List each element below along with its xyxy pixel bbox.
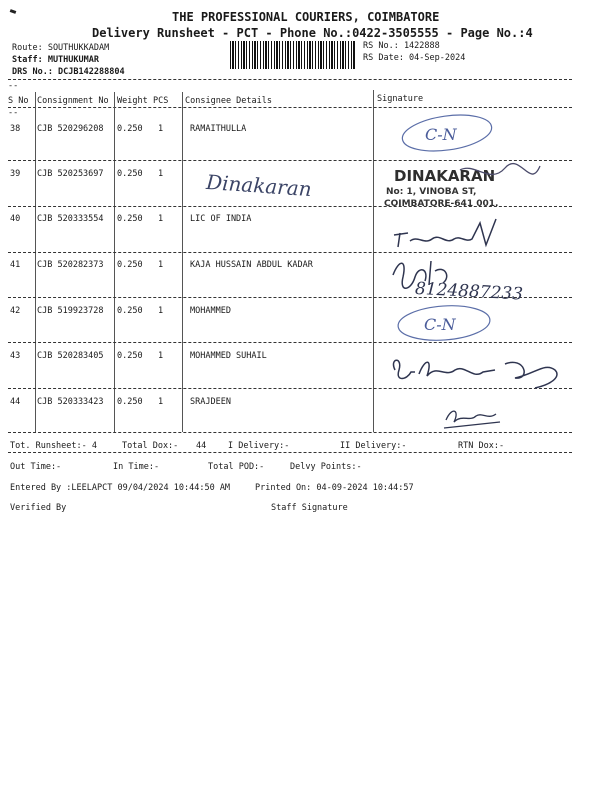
row-consignment: CJB 520333423 — [37, 397, 104, 407]
row-sno: 43 — [10, 351, 21, 361]
rs-date: RS Date: 04-Sep-2024 — [363, 53, 466, 63]
row-divider — [8, 432, 572, 433]
divider — [8, 452, 572, 453]
staff-label: Staff: MUTHUKUMAR — [12, 55, 99, 65]
row-consignee: SRAJDEEN — [190, 397, 231, 407]
row-sno: 39 — [10, 169, 21, 179]
delvy-points: Delvy Points:- — [290, 462, 362, 472]
row-consignment: CJB 520253697 — [37, 169, 104, 179]
divider — [8, 79, 572, 80]
col-consignee: Consignee Details — [185, 96, 272, 106]
row-weight: 0.250 — [117, 260, 143, 270]
row-consignment: CJB 520296208 — [37, 124, 104, 134]
stamp-dinakaran — [380, 160, 570, 210]
row-pcs: 1 — [158, 306, 164, 316]
drs-label: DRS No.: DCJB142288804 — [12, 67, 125, 77]
col-signature: Signature — [377, 94, 424, 104]
row-weight: 0.250 — [117, 169, 143, 179]
row-pcs: 1 — [158, 124, 164, 134]
row-pcs: 1 — [158, 260, 164, 270]
column-line — [35, 92, 36, 432]
svg-text:DINAKARAN: DINAKARAN — [394, 167, 496, 185]
total-dox-label: Total Dox:- — [122, 441, 179, 451]
runsheet-subtitle: Delivery Runsheet - PCT - Phone No.:0422-3505555 - Page No.:4 — [92, 26, 533, 40]
col-consignment: Consignment No — [37, 96, 109, 106]
row-consignee: MOHAMMED SUHAIL — [190, 351, 267, 361]
column-line — [373, 90, 374, 432]
signature-cn-42 — [392, 302, 502, 344]
company-name: THE PROFESSIONAL COURIERS, COIMBATORE — [172, 10, 440, 24]
svg-text:C-N: C-N — [424, 315, 456, 334]
out-time: Out Time:- — [10, 462, 62, 472]
divider — [8, 107, 572, 108]
row-weight: 0.250 — [117, 124, 143, 134]
row-sno: 44 — [10, 397, 21, 407]
corner-mark — [10, 9, 17, 14]
column-line — [182, 92, 183, 432]
ii-delivery: II Delivery:- — [340, 441, 407, 451]
dash-mark: -- — [8, 81, 19, 91]
row-sno: 40 — [10, 214, 21, 224]
in-time: In Time:- — [113, 462, 160, 472]
rtn-dox: RTN Dox:- — [458, 441, 505, 451]
entered-by: Entered By :LEELAPCT 09/04/2024 10:44:50 AM — [10, 483, 231, 493]
barcode-image — [230, 41, 356, 69]
svg-text:Dinakaran: Dinakaran — [205, 169, 313, 202]
row-consignee: RAMAITHULLA — [190, 124, 247, 134]
total-pod: Total POD:- — [208, 462, 265, 472]
row-pcs: 1 — [158, 214, 164, 224]
row-consignment: CJB 520333554 — [37, 214, 104, 224]
row-consignment: CJB 520283405 — [37, 351, 104, 361]
row-weight: 0.250 — [117, 351, 143, 361]
i-delivery: I Delivery:- — [228, 441, 290, 451]
signature-srajdeen — [440, 402, 510, 432]
svg-text:COIMBATORE-641 001.: COIMBATORE-641 001. — [384, 199, 499, 209]
svg-text:C-N: C-N — [425, 125, 457, 144]
signature-cn-38 — [395, 112, 505, 154]
row-sno: 41 — [10, 260, 21, 270]
row-consignee: LIC OF INDIA — [190, 214, 252, 224]
col-pcs: PCS — [153, 96, 169, 106]
row-pcs: 1 — [158, 169, 164, 179]
printed-on: Printed On: 04-09-2024 10:44:57 — [255, 483, 414, 493]
row-consignment: CJB 519923728 — [37, 306, 104, 316]
svg-text:8124887233: 8124887233 — [414, 278, 524, 305]
column-line — [114, 92, 115, 432]
col-sno: S No — [8, 96, 29, 106]
verified-by: Verified By — [10, 503, 67, 513]
signature-dinakaran — [200, 169, 370, 202]
route-label: Route: SOUTHUKKADAM — [12, 43, 110, 53]
signature-lic — [388, 215, 518, 253]
row-pcs: 1 — [158, 351, 164, 361]
row-sno: 42 — [10, 306, 21, 316]
staff-signature: Staff Signature — [271, 503, 348, 513]
row-consignee: KAJA HUSSAIN ABDUL KADAR — [190, 260, 313, 270]
row-weight: 0.250 — [117, 397, 143, 407]
row-sno: 38 — [10, 124, 21, 134]
svg-text:No: 1, VINOBA ST,: No: 1, VINOBA ST, — [386, 187, 477, 197]
tot-runsheet: Tot. Runsheet:- 4 — [10, 441, 97, 451]
row-consignment: CJB 520282373 — [37, 260, 104, 270]
row-weight: 0.250 — [117, 214, 143, 224]
row-consignee: MOHAMMED — [190, 306, 231, 316]
total-dox-value: 44 — [196, 441, 207, 451]
rs-number: RS No.: 1422888 — [363, 41, 440, 51]
row-pcs: 1 — [158, 397, 164, 407]
col-weight: Weight — [117, 96, 148, 106]
dash-mark: -- — [8, 108, 19, 118]
signature-suhail — [385, 350, 575, 392]
row-weight: 0.250 — [117, 306, 143, 316]
signature-kaja — [385, 255, 565, 305]
